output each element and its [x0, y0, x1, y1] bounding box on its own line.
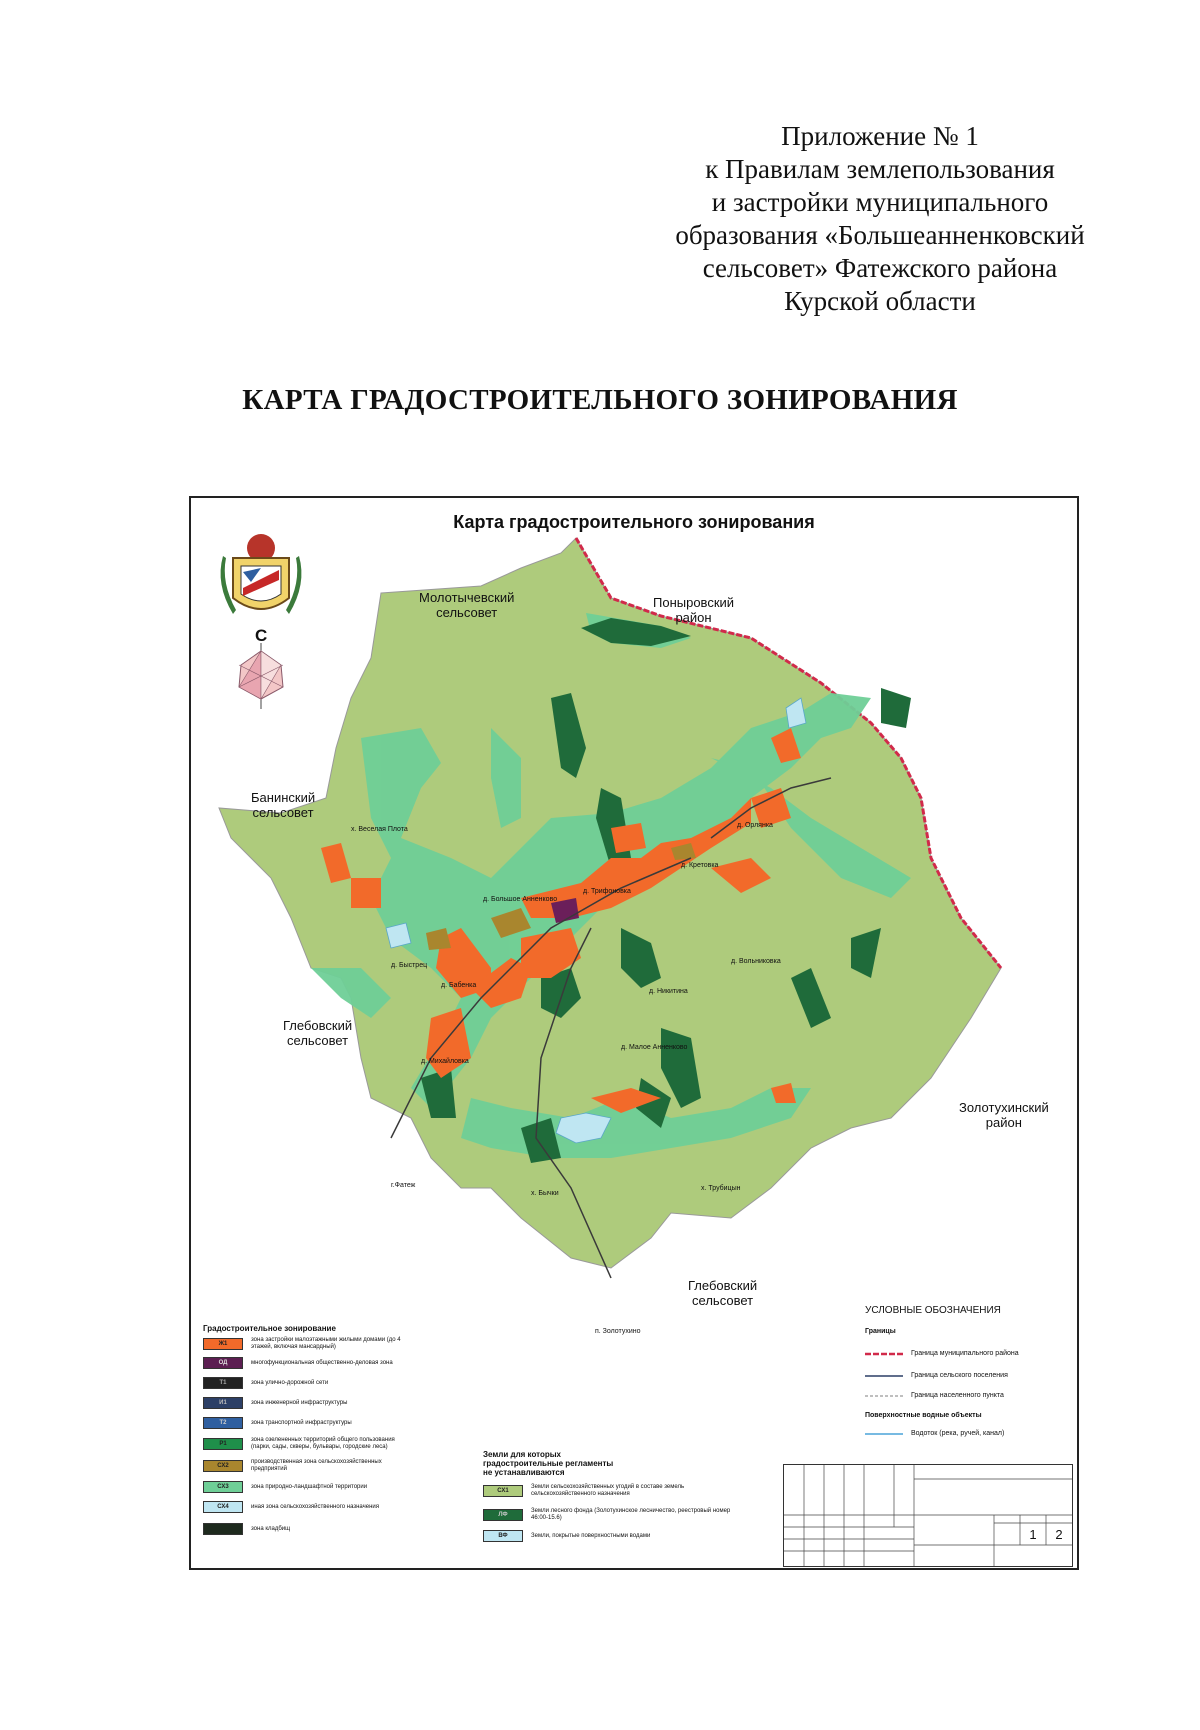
sheets-total: 2	[1055, 1527, 1063, 1542]
compass-rose	[239, 643, 283, 709]
legend-row	[203, 1397, 411, 1409]
title-block	[783, 1464, 1073, 1567]
legend-swatch: ЛФ	[483, 1509, 523, 1521]
map-frame	[189, 496, 1079, 1570]
title-block-grid	[784, 1465, 1072, 1566]
map-title: Карта градостроительного зонирования	[453, 512, 815, 532]
neighbor-molotychevsky	[419, 590, 514, 620]
neighbor-ponyrovsky	[653, 595, 734, 625]
legend-swatch: И1	[203, 1397, 243, 1409]
legend-text: многофункциональная общественно-деловая зона	[251, 1359, 393, 1366]
appendix-line: Приложение № 1	[781, 121, 979, 151]
appendix-line: и застройки муниципального	[711, 187, 1049, 217]
legend-text: Земли лесного фонда (Золотухинское лесничество, реестровый номер 46:00-15.6)	[531, 1508, 731, 1521]
appendix-line: образования «Большеанненковский	[675, 220, 1085, 250]
convention-item: Граница сельского поселения	[911, 1372, 1008, 1379]
legend-row	[203, 1437, 411, 1451]
neighbor-type: сельсовет	[692, 1293, 754, 1308]
legend-text: зона кладбищ	[251, 1525, 291, 1532]
coat-of-arms	[221, 534, 302, 614]
village-label: х. Веселая Плота	[351, 826, 408, 833]
neighbor-type: район	[985, 1115, 1022, 1130]
no-regulation-title-line: Земли для которых	[483, 1450, 561, 1459]
sheet-number: 1	[1029, 1527, 1037, 1542]
legend-swatch: СХ1	[483, 1485, 523, 1497]
legend-swatch: ОД	[203, 1357, 243, 1369]
legend-row	[483, 1530, 731, 1542]
neighbor-baninsky	[251, 790, 315, 820]
legend-text: зона инженерной инфраструктуры	[251, 1399, 348, 1406]
legend-text: Земли, покрытые поверхностными водами	[531, 1532, 651, 1539]
neighbor-name: Банинский	[251, 790, 316, 805]
legend-row	[203, 1523, 411, 1535]
village-label: д. Бабенка	[441, 982, 477, 989]
village-label: д. Трифоновка	[583, 888, 631, 895]
legend-swatch: Т2	[203, 1417, 243, 1429]
legend-swatch: Ж1	[203, 1338, 243, 1350]
legend-row	[483, 1484, 731, 1498]
conventions-title: УСЛОВНЫЕ ОБОЗНАЧЕНИЯ	[865, 1305, 1001, 1316]
legend-text: зона улично-дорожной сети	[251, 1379, 329, 1386]
village-label: г.Фатеж	[391, 1182, 416, 1189]
neighbor-type: сельсовет	[252, 805, 314, 820]
neighbor-name: Золотухинский	[959, 1100, 1049, 1115]
neighbor-type: район	[675, 610, 712, 625]
neighbor-name: Глебовский	[688, 1278, 758, 1293]
legend-text: производственная зона сельскохозяйственных предприятий	[251, 1459, 382, 1472]
neighbor-zolotukhinsky	[959, 1100, 1049, 1130]
village-label: п. Золотухино	[595, 1328, 641, 1335]
document-title: КАРТА ГРАДОСТРОИТЕЛЬНОГО ЗОНИРОВАНИЯ	[242, 384, 958, 416]
appendix-line: сельсовет» Фатежского района	[702, 253, 1058, 283]
village-label: д. Вольниковка	[731, 958, 781, 965]
legend-row	[203, 1337, 411, 1351]
conventions-borders-title: Границы	[865, 1328, 896, 1335]
legend-text: зона застройки малоэтажными жилыми домами (до 4 этажей, включая мансардный)	[251, 1337, 401, 1350]
legend-row	[203, 1501, 411, 1513]
legend-swatch: СХ3	[203, 1481, 243, 1493]
neighbor-glebovsky-south	[688, 1278, 757, 1308]
legend-swatch: СХ4	[203, 1501, 243, 1513]
neighbor-name: Поныровский	[653, 595, 735, 610]
legend-row	[203, 1357, 411, 1369]
legend-text: зона природно-ландшафтной территории	[251, 1483, 368, 1490]
legend-swatch: Т1	[203, 1377, 243, 1389]
village-label: д. Никитина	[649, 988, 688, 995]
appendix-header	[640, 120, 1120, 318]
legend-title: Градостроительное зонирование	[203, 1324, 336, 1333]
legend-text: зона транспортной инфраструктуры	[251, 1419, 352, 1426]
village-label: д. Кретовка	[681, 862, 719, 869]
appendix-line: Курской области	[784, 286, 976, 316]
village-label: х. Бычки	[531, 1190, 559, 1197]
conventions-water-title: Поверхностные водные объекты	[865, 1412, 982, 1419]
neighbor-name: Молотычевский	[419, 590, 515, 605]
no-regulation-title-line: не устанавливаются	[483, 1468, 565, 1477]
neighbor-type: сельсовет	[287, 1033, 349, 1048]
legend-row	[203, 1481, 411, 1493]
village-label: д. Михайловка	[421, 1058, 469, 1065]
village-label: х. Трубицын	[701, 1185, 741, 1192]
village-label: д. Большое Анненково	[483, 896, 558, 903]
village-label: д. Быстрец	[391, 962, 428, 969]
convention-item: Водоток (река, ручей, канал)	[911, 1430, 1005, 1437]
neighbor-type: сельсовет	[436, 605, 498, 620]
legend-swatch	[203, 1523, 243, 1535]
convention-lines	[865, 1354, 903, 1434]
village-label: д. Орлянка	[737, 822, 773, 829]
no-regulation-title	[483, 1450, 613, 1477]
convention-item: Граница муниципального района	[911, 1350, 1019, 1357]
legend-swatch: ВФ	[483, 1530, 523, 1542]
legend-row	[483, 1508, 731, 1522]
legend-text: Земли сельскохозяйственных угодий в составе земель сельскохозяйственного назначения	[531, 1484, 685, 1497]
legend-row	[203, 1377, 411, 1389]
legend-row	[203, 1417, 411, 1429]
legend-text: иная зона сельскохозяйственного назначения	[251, 1503, 379, 1510]
legend-row	[203, 1459, 411, 1473]
neighbor-glebovsky-west	[283, 1018, 352, 1048]
legend-text: зона озелененных территорий общего пользования (парки, сады, скверы, бульвары, городские леса)	[251, 1437, 395, 1450]
legend-swatch: Р1	[203, 1438, 243, 1450]
appendix-line: к Правилам землепользования	[705, 154, 1055, 184]
no-regulation-title-line: градостроительные регламенты	[483, 1459, 614, 1468]
convention-item: Граница населенного пункта	[911, 1392, 1004, 1399]
neighbor-name: Глебовский	[283, 1018, 353, 1033]
north-label: С	[255, 626, 268, 645]
legend-swatch: СХ2	[203, 1460, 243, 1472]
village-label: д. Малое Анненково	[621, 1044, 688, 1051]
